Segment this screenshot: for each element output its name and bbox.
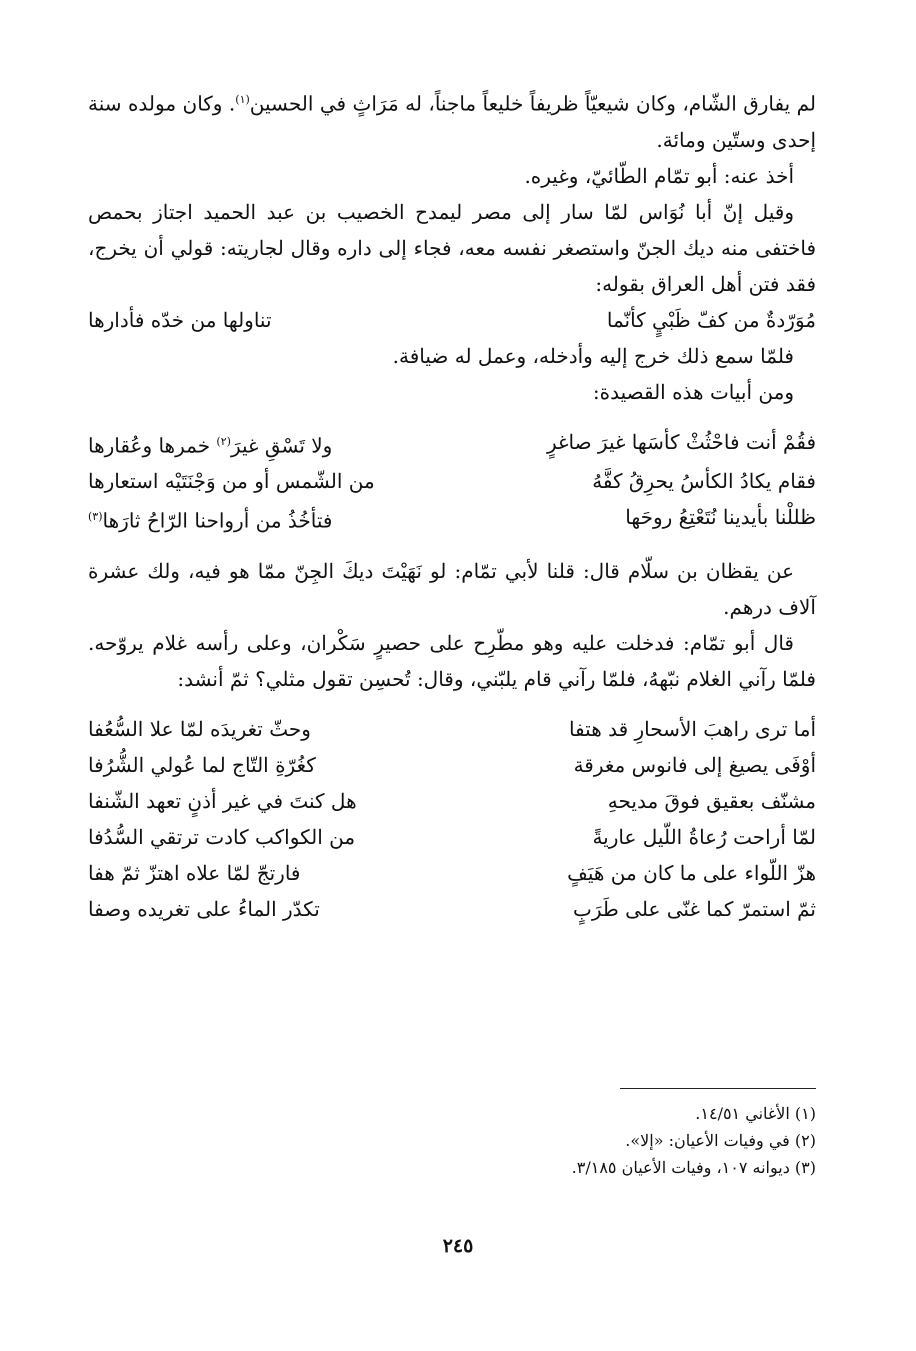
poem-a <box>88 424 816 539</box>
verse-hemistich-left: تكدّر الماءُ على تغريده وصفا <box>88 896 320 921</box>
footnotes <box>216 1100 816 1181</box>
poem-a-line <box>88 499 816 539</box>
page-number: ٢٤٥ <box>442 1235 474 1257</box>
verse-hemistich-right: أوْفَى يصيغ إلى فانوس مغرقة <box>573 752 816 777</box>
verse-hemistich-right: أما ترى راهبَ الأسحارِ قد هتفا <box>568 716 816 741</box>
verse-hemistich-left: فارتجّ لمّا علاه اهتزّ ثمّ هفا <box>88 860 301 885</box>
verse-hemistich-right: فقُمْ أنت فاحْثُثْ كأسَها غيرَ صاغرٍ <box>546 429 816 454</box>
page-body <box>88 82 816 927</box>
verse-hemistich-left: ولا تَسْقِ غيرَ$^{(٢)}$ خمرها وعُقارها <box>88 433 333 458</box>
verse-hemistich-left: من الكواكب كادت ترتقي السُّدُفا <box>88 824 356 849</box>
poem-b-line <box>88 711 816 747</box>
poem-b-line <box>88 819 816 855</box>
poem-b-line <box>88 747 816 783</box>
footnote-ref-1: (١) <box>235 93 250 106</box>
verse-hemistich-left: فتأخُذُ من أرواحنا الرّاحُ ثارَها$^{(٣)}$ <box>88 508 333 533</box>
paragraph-2: أخذ عنه: أبو تمّام الطّائيّ، وغيره. <box>524 163 794 188</box>
verse-hemistich-right: لمّا أراحت رُعاةُ اللّيل عاريةً <box>592 824 816 849</box>
footnote-divider <box>620 1088 816 1089</box>
verse-hemistich-left: هل كنتَ في غير أذنٍ تعهد الشّنفا <box>88 788 357 813</box>
poem-b-line <box>88 891 816 927</box>
paragraph-4: فلمّا سمع ذلك خرج إليه وأدخله، وعمل له ضيافة. <box>392 343 794 368</box>
paragraph-1 <box>88 82 816 158</box>
verse-hemistich-left: وحثّ تغريدَه لمّا علا السُّعُفا <box>88 716 311 741</box>
poem-b <box>88 711 816 927</box>
footnote-3: (٣) ديوانه ١٠٧، وفيات الأعيان ٣/١٨٥. <box>571 1158 816 1177</box>
paragraph-1-text: لم يفارق الشّام، وكان شيعيّاً ظريفاً خليعاً ماجناً، له مَرَاثٍ في الحسين <box>249 91 816 116</box>
verse-hemistich-right: هزّ اللّواء على ما كان من هَيَفٍ <box>567 860 816 885</box>
poem-a-line <box>88 463 816 499</box>
verse-hemistich-left: تناولها من خدّه فأدارها <box>88 307 272 332</box>
poem-b-line <box>88 855 816 891</box>
verse-hemistich-left: كغُرّةِ التّاج لما عُولي الشُّرُفا <box>88 752 316 777</box>
paragraph-6: عن يقظان بن سلّام قال: قلنا لأبي تمّام: لو نَهَيْتَ ديكَ الجِنّ ممّا هو فيه، ولك عشرة آلاف درهم. <box>88 558 816 619</box>
verse-hemistich-left: من الشّمس أو من وَجْنَتَيْه استعارها <box>88 469 375 494</box>
poem-a-line <box>88 424 816 464</box>
footnote-ref-3: (٣) <box>88 510 103 524</box>
paragraph-1-tail: . وكان مولده سنة إحدى وستّين ومائة. <box>88 91 816 152</box>
verse-hemistich-right: مُوَرّدةٌ من كفّ ظَبْيٍ كأنّما <box>606 307 816 332</box>
verse-line <box>88 302 816 338</box>
verse-hemistich-right: مشنّف بعقيق فوقَ مديحهِ <box>607 788 816 813</box>
paragraph-5: ومن أبيات هذه القصيدة: <box>592 379 794 404</box>
verse-hemistich-right: فقام يكادُ الكأسُ يحرِقُ كفَّهُ <box>592 469 816 494</box>
footnote-ref-2: (٢) <box>216 434 231 448</box>
footnote-1: (١) الأغاني ١٤/٥١. <box>695 1104 816 1123</box>
footnote-2: (٢) في وفيات الأعيان: «إلا». <box>625 1131 816 1150</box>
paragraph-3: وقيل إنّ أبا نُوَاس لمّا سار إلى مصر ليمدح الخصيب بن عبد الحميد اجتاز بحمص فاختفى منه ديك الجنّ واستصغر نفسه معه، فجاء إلى داره وقال لجاريته: قولي أن يخرج، فقد فتن أهل العراق بقوله: <box>88 199 816 296</box>
poem-b-line <box>88 783 816 819</box>
verse-hemistich-right: ظللْنا بأيدينا نُتَعْتِعُ روحَها <box>625 505 816 530</box>
verse-hemistich-right: ثمّ استمرّ كما غنّى على طَرَبٍ <box>573 896 816 921</box>
paragraph-7: قال أبو تمّام: فدخلت عليه وهو مطّرِح على حصيرٍ سَكْران، وعلى رأسه غلام يروّحه. فلمّا رآني الغلام نبّههُ، فلمّا رآني قام يلبّني، وقال: تُحسِن تقول مثلي؟ ثمّ أنشد: <box>88 630 816 691</box>
